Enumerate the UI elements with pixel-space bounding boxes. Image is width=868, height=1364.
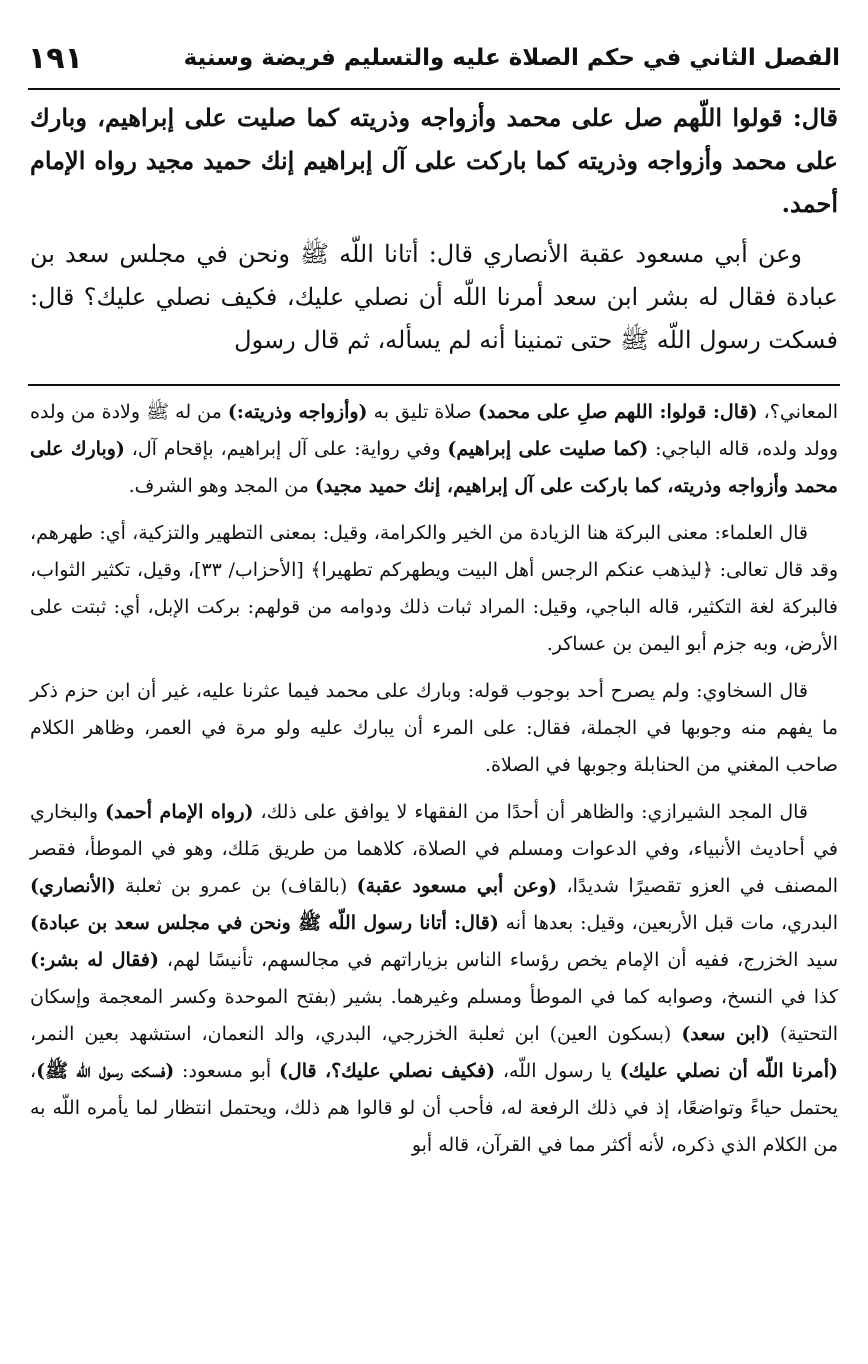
commentary-span: ، يحتمل حياءً وتواضعًا، إذ في ذلك الرفعة له، فأحب أن لو قالوا هم ذلك، ويحتمل انتظار لما يأمره اللّه به من الكلام الذي ذكره، لأنه أكثر مما في القرآن، قاله أبو xyxy=(30,1060,838,1156)
quoted-matn: (وعن أبي مسعود عقبة) xyxy=(356,875,558,897)
commentary-paragraph-2 xyxy=(30,515,838,663)
footnote-separator xyxy=(28,384,840,386)
commentary-paragraph-4 xyxy=(30,794,838,1164)
quoted-matn: (رواه الإمام أحمد) xyxy=(105,801,254,823)
commentary-span: يا رسول اللّه، xyxy=(495,1060,620,1082)
page-number: ١٩١ xyxy=(28,40,83,76)
commentary-span: والبخاري في أحاديث الأنبياء، وفي الدعوات ومسلم في الصلاة، كلاهما من طريق مَلك، وهو في الموطأ، فقصر المصنف في العزو تقصيرًا شديدًا، xyxy=(30,801,839,897)
main-paragraph-1 xyxy=(30,96,838,225)
quoted-matn: (وبارك على محمد وأزواجه وذريته، كما باركت على آل إبراهيم، إنك حميد مجيد) xyxy=(30,438,838,497)
commentary-span: وفي رواية: على آل إبراهيم، بإقحام آل، xyxy=(124,438,448,460)
commentary-span: سيد الخزرج، ففيه أن الإمام يخص رؤساء الناس بزياراتهم في مجالسهم، تأنيسًا لهم، xyxy=(159,949,838,971)
main-text xyxy=(30,96,838,378)
commentary-paragraph-1 xyxy=(30,394,838,505)
commentary-span: قال العلماء: معنى البركة هنا الزيادة من الخير والكرامة، وقيل: بمعنى التطهير والتزكية، أي: طهرهم، وقد قال تعالى: ﴿ليذهب عنكم الرجس أهل البيت ويطهركم تطهيرا﴾ [الأحزاب/ ٣٣]، وقيل، تكثير الثواب، فالبركة لغة التكثير، قاله الباجي، وقيل: المراد ثبات ذلك ودوامه من قولهم: بركت الإبل، أي: ثبتت على الأرض، وبه جزم أبو اليمن بن عساكر. xyxy=(30,522,838,655)
quoted-matn: (فسكت رسول اللّه ﷺ) xyxy=(36,1060,175,1082)
commentary-span: قال المجد الشيرازي: والظاهر أن أحدًا من الفقهاء لا يوافق على ذلك، xyxy=(253,801,809,823)
main-text-span: وعن أبي مسعود عقبة الأنصاري قال: أتانا اللّه ﷺ ونحن في مجلس سعد بن عبادة فقال له بشر ابن سعد أمرنا اللّه أن نصلي عليك، فكيف نصلي عليك؟ قال: فسكت رسول اللّه ﷺ حتى تمنينا أنه لم يسأله، ثم قال رسول xyxy=(30,240,838,354)
quoted-matn: (الأنصاري) xyxy=(30,875,116,897)
quoted-matn: (قال: أتانا رسول اللّه ﷺ ونحن في مجلس سعد بن عبادة) xyxy=(30,912,499,934)
main-paragraph-2 xyxy=(30,233,838,362)
running-title: الفصل الثاني في حكم الصلاة عليه والتسليم فريضة وسنية xyxy=(183,45,840,71)
commentary-span: المعاني؟، xyxy=(757,401,839,423)
commentary-span: أبو مسعود: xyxy=(174,1060,279,1082)
quoted-matn: (كما صليت على إبراهيم) xyxy=(447,438,649,460)
quoted-matn: (أمرنا اللّه أن نصلي عليك) xyxy=(619,1060,838,1082)
commentary-span: (بالقاف) بن عمرو بن ثعلبة xyxy=(115,875,357,897)
commentary-text xyxy=(30,394,838,1344)
commentary-span: من المجد وهو الشرف. xyxy=(128,475,315,497)
commentary-span: (بسكون العين) ابن ثعلبة الخزرجي، البدري، والد النعمان، استشهد بعين النمر، xyxy=(30,1023,682,1045)
commentary-span: صلاة تليق به xyxy=(367,401,478,423)
quoted-matn: (وأزواجه وذريته:) xyxy=(227,401,368,423)
commentary-span: قال السخاوي: ولم يصرح أحد بوجوب قوله: وبارك على محمد فيما عثرنا عليه، غير أن ابن حزم ذكر ما يفهم منه وجوبها في الجملة، فقال: على المرء أن يبارك عليه ولو مرة في العمر، وظاهر الكلام صاحب المغني من الحنابلة وجوبها في الصلاة. xyxy=(30,680,838,776)
main-text-span: قال: قولوا اللّهم صل على محمد وأزواجه وذريته كما صليت على إبراهيم، وبارك على محمد وأزواجه وذريته كما باركت على آل إبراهيم إنك حميد مجيد رواه الإمام أحمد. xyxy=(30,103,838,218)
commentary-span: كذا في النسخ، وصوابه كما في الموطأ ومسلم وغيرهما. بشير (بفتح الموحدة وكسر المعجمة وإسكان التحتية) xyxy=(30,986,839,1045)
page-header xyxy=(28,34,840,82)
commentary-span: من له ﷺ ولادة من ولده وولد ولده، قاله الباجي: xyxy=(30,401,839,460)
commentary-span: البدري، مات قبل الأربعين، وقيل: بعدها أنه xyxy=(498,912,838,934)
commentary-paragraph-3 xyxy=(30,673,838,784)
quoted-matn: (قال: قولوا: اللهم صلِ على محمد) xyxy=(477,401,758,423)
quoted-matn: (فقال له بشر:) xyxy=(30,949,159,971)
header-rule xyxy=(28,88,840,90)
quoted-matn: (فكيف نصلي عليك؟، قال) xyxy=(278,1060,496,1082)
quoted-matn: (ابن سعد) xyxy=(681,1023,770,1045)
